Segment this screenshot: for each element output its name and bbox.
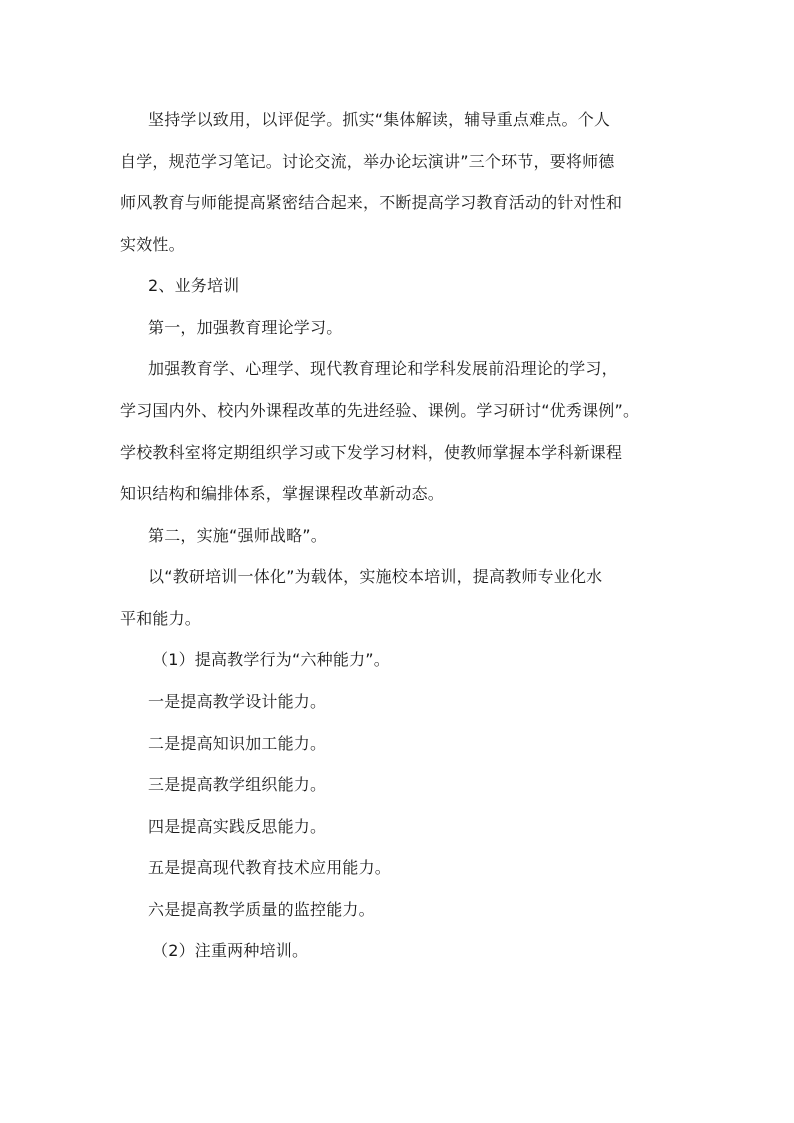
- paragraph-3-line-1: 以“教研培训一体化”为载体，实施校本培训，提高教师专业化水: [148, 567, 603, 586]
- paragraph-1-line-2: 自学，规范学习笔记。讨论交流，举办论坛演讲”三个环节，要将师德: [120, 152, 615, 171]
- paragraph-2-line-4: 知识结构和编排体系，掌握课程改革新动态。: [120, 484, 445, 503]
- subheading-theory-study: 第一，加强教育理论学习。: [148, 318, 343, 337]
- paragraph-2-line-2: 学习国内外、校内外课程改革的先进经验、课例。学习研讨“优秀课例”。: [120, 401, 640, 420]
- paragraph-2-line-1: 加强教育学、心理学、现代教育理论和学科发展前沿理论的学习，: [148, 359, 618, 378]
- ability-item: 二是提高知识加工能力。: [148, 734, 327, 753]
- item-1-title: （1）提高教学行为“六种能力”。: [152, 650, 390, 669]
- ability-item: 三是提高教学组织能力。: [148, 775, 327, 794]
- ability-item: 一是提高教学设计能力。: [148, 692, 327, 711]
- section-heading-training: 2、业务培训: [148, 276, 240, 295]
- ability-item: 六是提高教学质量的监控能力。: [148, 900, 375, 919]
- ability-item: 四是提高实践反思能力。: [148, 817, 327, 836]
- paragraph-2-line-3: 学校教科室将定期组织学习或下发学习材料，使教师掌握本学科新课程: [120, 443, 623, 462]
- paragraph-1-line-3: 师风教育与师能提高紧密结合起来，不断提高学习教育活动的针对性和: [120, 193, 623, 212]
- paragraph-3-line-2: 平和能力。: [120, 609, 202, 628]
- item-2-title: （2）注重两种培训。: [152, 941, 309, 960]
- subheading-strong-teacher: 第二，实施“强师战略”。: [148, 526, 327, 545]
- paragraph-1-line-1: 坚持学以致用，以评促学。抓实“集体解读，辅导重点难点。个人: [148, 110, 611, 129]
- ability-item: 五是提高现代教育技术应用能力。: [148, 858, 392, 877]
- paragraph-1-line-4: 实效性。: [120, 235, 185, 254]
